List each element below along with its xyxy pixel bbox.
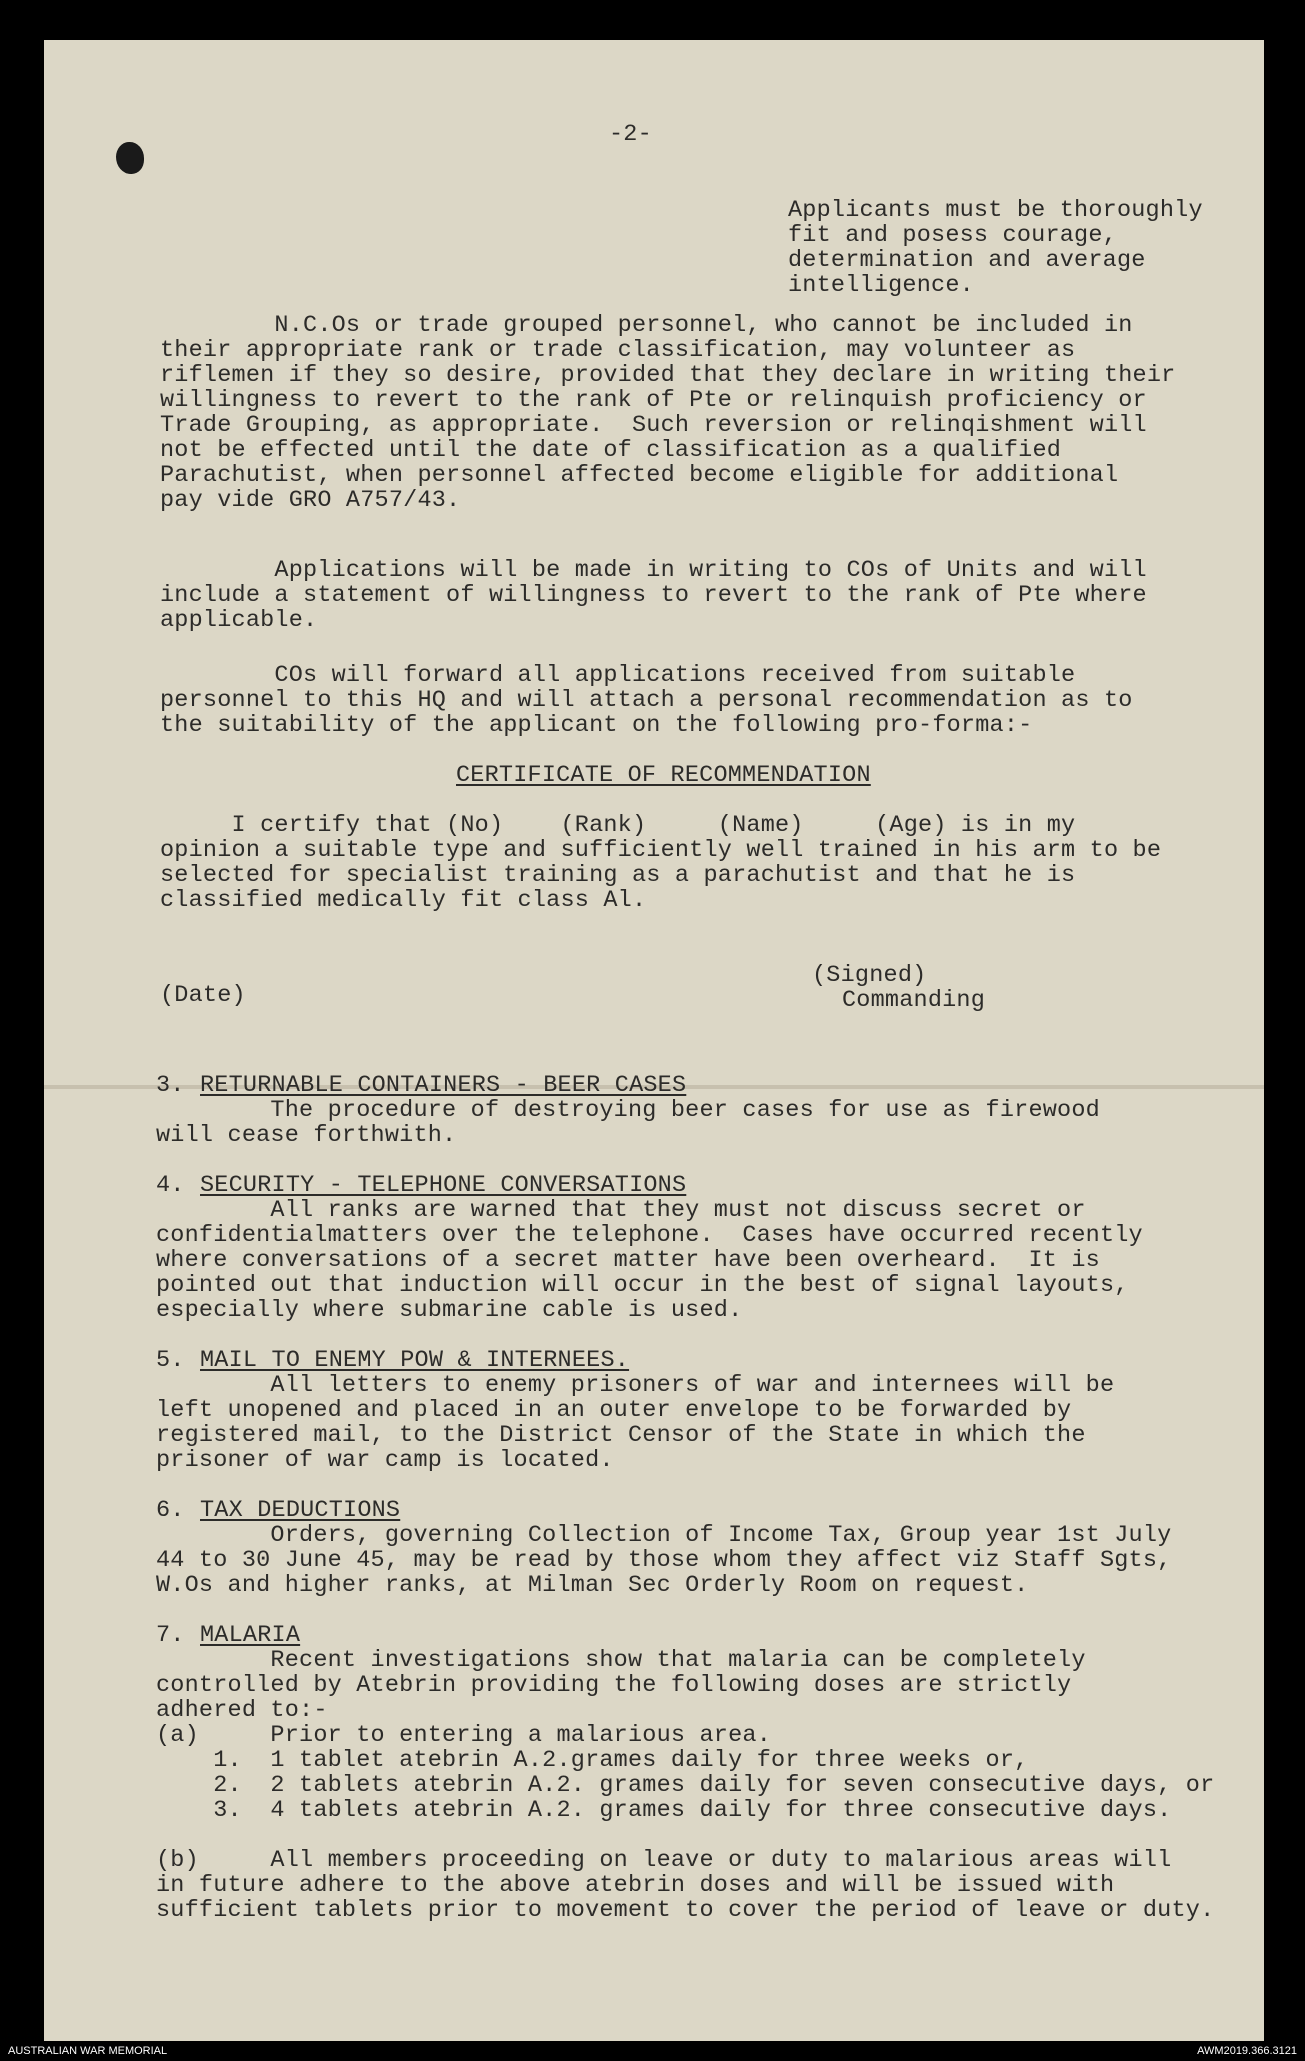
- section-7-title: MALARIA: [200, 1622, 301, 1649]
- nco-line-8: pay vide GRO A757/43.: [160, 487, 461, 514]
- qualities-line-2: fit and posess courage,: [788, 222, 1117, 249]
- section-3-line-1: The procedure of destroying beer cases for use as firewood: [156, 1097, 1100, 1124]
- cos-line-3: the suitability of the applicant on the following pro-forma:-: [160, 712, 1033, 739]
- binder-hole: [116, 142, 144, 174]
- certificate-line-2: opinion a suitable type and sufficiently well trained in his arm to be: [160, 837, 1162, 864]
- section-7-line-3: adhered to:-: [156, 1697, 328, 1724]
- section-6-line-1: Orders, governing Collection of Income Tax, Group year 1st July: [156, 1522, 1172, 1549]
- section-4-line-3: where conversations of a secret matter have been overheard. It is: [156, 1247, 1100, 1274]
- qualities-line-1: Applicants must be thoroughly: [788, 197, 1203, 224]
- nco-line-1: N.C.Os or trade grouped personnel, who cannot be included in: [160, 312, 1133, 339]
- section-7-b-line-1: (b) All members proceeding on leave or duty to malarious areas will: [156, 1847, 1172, 1874]
- section-6-number: 6.: [156, 1497, 185, 1524]
- section-6-title: TAX DEDUCTIONS: [200, 1497, 401, 1524]
- certificate-line-4: classified medically fit class Al.: [160, 887, 647, 914]
- section-5-line-2: left unopened and placed in an outer envelope to be forwarded by: [156, 1397, 1072, 1424]
- section-7-line-7: 3. 4 tablets atebrin A.2. grames daily for three consecutive days.: [156, 1797, 1172, 1824]
- signed-label: (Signed): [812, 962, 927, 989]
- section-6-line-3: W.Os and higher ranks, at Milman Sec Orderly Room on request.: [156, 1572, 1029, 1599]
- section-7-line-1: Recent investigations show that malaria can be completely: [156, 1647, 1086, 1674]
- document-page: [44, 40, 1264, 2041]
- certificate-line-3: selected for specialist training as a parachutist and that he is: [160, 862, 1076, 889]
- section-3-number: 3.: [156, 1072, 185, 1099]
- nco-line-6: not be effected until the date of classification as a qualified: [160, 437, 1062, 464]
- footer-archive-name: AUSTRALIAN WAR MEMORIAL: [8, 2045, 168, 2057]
- nco-line-4: willingness to revert to the rank of Pte or relinquish proficiency or: [160, 387, 1147, 414]
- section-7-number: 7.: [156, 1622, 185, 1649]
- section-7-line-5: 1. 1 tablet atebrin A.2.grames daily for three weeks or,: [156, 1747, 1029, 1774]
- section-7-line-6: 2. 2 tablets atebrin A.2. grames daily for seven consecutive days, or: [156, 1772, 1215, 1799]
- applications-line-3: applicable.: [160, 607, 318, 634]
- section-4-line-1: All ranks are warned that they must not discuss secret or: [156, 1197, 1086, 1224]
- section-3-line-2: will cease forthwith.: [156, 1122, 457, 1149]
- section-3-title: RETURNABLE CONTAINERS - BEER CASES: [200, 1072, 687, 1099]
- section-7-line-4: (a) Prior to entering a malarious area.: [156, 1722, 771, 1749]
- certificate-line-1: I certify that (No) (Rank) (Name) (Age) is in my: [160, 812, 1076, 839]
- section-5-line-1: All letters to enemy prisoners of war and internees will be: [156, 1372, 1115, 1399]
- footer-record-id: AWM2019.366.3121: [1197, 2045, 1297, 2057]
- applications-line-2: include a statement of willingness to revert to the rank of Pte where: [160, 582, 1147, 609]
- section-7-b-line-2: in future adhere to the above atebrin doses and will be issued with: [156, 1872, 1115, 1899]
- section-4-number: 4.: [156, 1172, 185, 1199]
- qualities-line-4: intelligence.: [788, 272, 974, 299]
- section-4-line-2: confidentialmatters over the telephone. Cases have occurred recently: [156, 1222, 1143, 1249]
- qualities-line-3: determination and average: [788, 247, 1146, 274]
- section-6-line-2: 44 to 30 June 45, may be read by those whom they affect viz Staff Sgts,: [156, 1547, 1172, 1574]
- nco-line-5: Trade Grouping, as appropriate. Such reversion or relinqishment will: [160, 412, 1147, 439]
- nco-line-3: riflemen if they so desire, provided that they declare in writing their: [160, 362, 1176, 389]
- cos-line-1: COs will forward all applications received from suitable: [160, 662, 1076, 689]
- page-number: -2-: [609, 121, 652, 148]
- date-label: (Date): [160, 982, 246, 1009]
- section-5-title: MAIL TO ENEMY POW & INTERNEES.: [200, 1347, 630, 1374]
- nco-line-2: their appropriate rank or trade classification, may volunteer as: [160, 337, 1076, 364]
- cos-line-2: personnel to this HQ and will attach a personal recommendation as to: [160, 687, 1133, 714]
- applications-line-1: Applications will be made in writing to COs of Units and will: [160, 557, 1147, 584]
- section-7-b-line-3: sufficient tablets prior to movement to cover the period of leave or duty.: [156, 1897, 1215, 1924]
- section-5-line-4: prisoner of war camp is located.: [156, 1447, 614, 1474]
- nco-line-7: Parachutist, when personnel affected become eligible for additional: [160, 462, 1119, 489]
- section-5-line-3: registered mail, to the District Censor of the State in which the: [156, 1422, 1086, 1449]
- section-5-number: 5.: [156, 1347, 185, 1374]
- certificate-heading: CERTIFICATE OF RECOMMENDATION: [456, 762, 871, 789]
- section-4-line-5: especially where submarine cable is used.: [156, 1297, 743, 1324]
- section-7-line-2: controlled by Atebrin providing the following doses are strictly: [156, 1672, 1072, 1699]
- section-4-line-4: pointed out that induction will occur in the best of signal layouts,: [156, 1272, 1129, 1299]
- commanding-label: Commanding: [842, 987, 986, 1014]
- section-4-title: SECURITY - TELEPHONE CONVERSATIONS: [200, 1172, 687, 1199]
